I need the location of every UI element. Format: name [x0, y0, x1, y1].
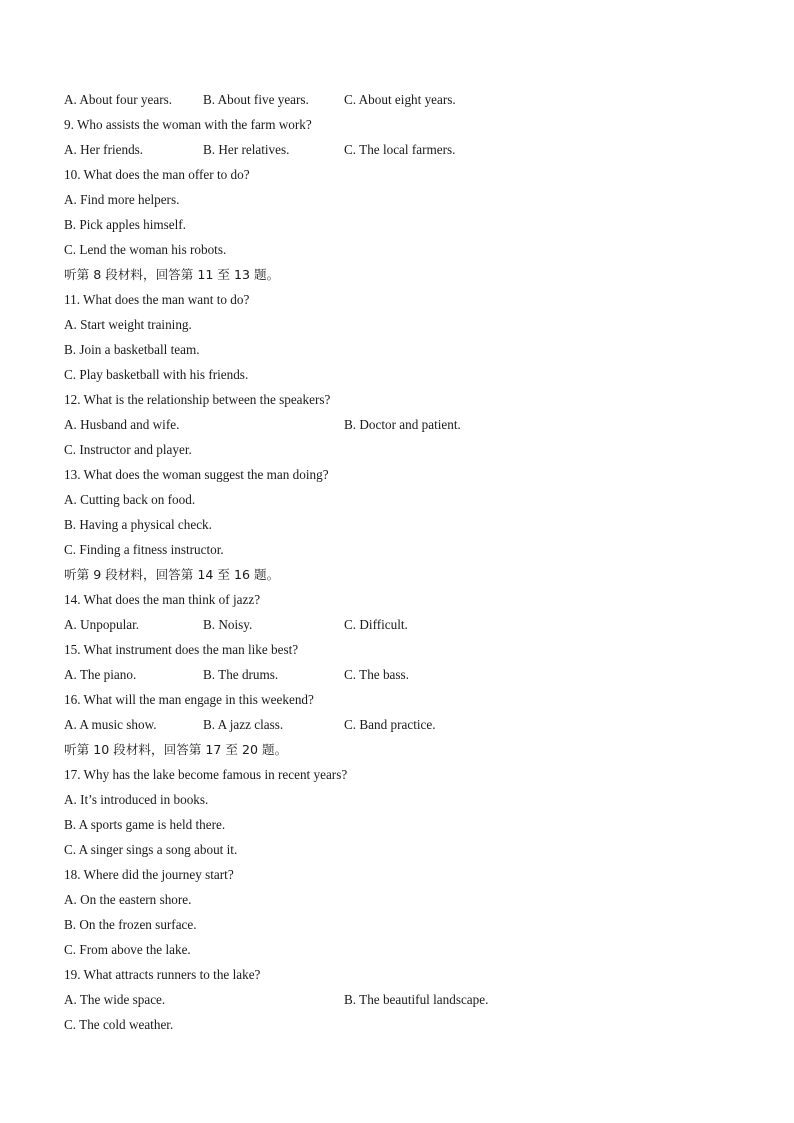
answer-option: C. Band practice.	[344, 717, 436, 732]
option-row	[64, 715, 744, 740]
text-line: B. On the frozen surface.	[64, 917, 197, 932]
answer-option: B. Doctor and patient.	[344, 417, 461, 432]
text-line: 17. Why has the lake become famous in recent years?	[64, 767, 348, 782]
option-row	[64, 140, 744, 165]
answer-option: B. The beautiful landscape.	[344, 992, 489, 1007]
text-line: 18. Where did the journey start?	[64, 867, 234, 882]
text-line: C. Finding a fitness instructor.	[64, 542, 224, 557]
text-line: 19. What attracts runners to the lake?	[64, 967, 261, 982]
answer-option: B. About five years.	[203, 92, 309, 107]
answer-option: B. A jazz class.	[203, 717, 284, 732]
section-heading: 听第 10 段材料，回答第 17 至 20 题。	[64, 742, 288, 757]
text-line: 15. What instrument does the man like best?	[64, 642, 299, 657]
text-line: C. From above the lake.	[64, 942, 191, 957]
text-line: A. On the eastern shore.	[64, 892, 192, 907]
section-heading: 听第 9 段材料，回答第 14 至 16 题。	[64, 567, 280, 582]
answer-option: C. About eight years.	[344, 92, 456, 107]
text-line: 14. What does the man think of jazz?	[64, 592, 261, 607]
answer-option: C. The bass.	[344, 667, 409, 682]
text-line: C. The cold weather.	[64, 1017, 174, 1032]
text-line: A. Find more helpers.	[64, 192, 180, 207]
text-line: A. It’s introduced in books.	[64, 792, 209, 807]
text-line: C. A singer sings a song about it.	[64, 842, 238, 857]
answer-option: C. The local farmers.	[344, 142, 456, 157]
answer-option: B. Noisy.	[203, 617, 253, 632]
answer-option: A. The wide space.	[64, 992, 166, 1007]
answer-option: B. The drums.	[203, 667, 279, 682]
text-line: 12. What is the relationship between the speakers?	[64, 392, 331, 407]
text-line: B. Having a physical check.	[64, 517, 212, 532]
exam-content	[64, 90, 744, 1040]
text-line: C. Lend the woman his robots.	[64, 242, 227, 257]
option-row	[64, 990, 744, 1015]
section-heading: 听第 8 段材料，回答第 11 至 13 题。	[64, 267, 280, 282]
text-line: B. Join a basketball team.	[64, 342, 200, 357]
text-line: 11. What does the man want to do?	[64, 292, 250, 307]
text-line: C. Play basketball with his friends.	[64, 367, 249, 382]
text-line: A. Cutting back on food.	[64, 492, 196, 507]
text-line: C. Instructor and player.	[64, 442, 192, 457]
option-row	[64, 665, 744, 690]
text-line: B. A sports game is held there.	[64, 817, 226, 832]
text-line: A. Start weight training.	[64, 317, 192, 332]
option-row	[64, 415, 744, 440]
answer-option: A. The piano.	[64, 667, 137, 682]
answer-option: A. About four years.	[64, 92, 173, 107]
text-line: 16. What will the man engage in this weekend?	[64, 692, 314, 707]
answer-option: B. Her relatives.	[203, 142, 290, 157]
text-line: 10. What does the man offer to do?	[64, 167, 250, 182]
answer-option: A. Unpopular.	[64, 617, 140, 632]
answer-option: C. Difficult.	[344, 617, 408, 632]
option-row	[64, 615, 744, 640]
option-row	[64, 90, 744, 115]
text-line: B. Pick apples himself.	[64, 217, 186, 232]
answer-option: A. A music show.	[64, 717, 157, 732]
text-line: 9. Who assists the woman with the farm work?	[64, 117, 312, 132]
answer-option: A. Husband and wife.	[64, 417, 180, 432]
text-line: 13. What does the woman suggest the man doing?	[64, 467, 329, 482]
answer-option: A. Her friends.	[64, 142, 144, 157]
